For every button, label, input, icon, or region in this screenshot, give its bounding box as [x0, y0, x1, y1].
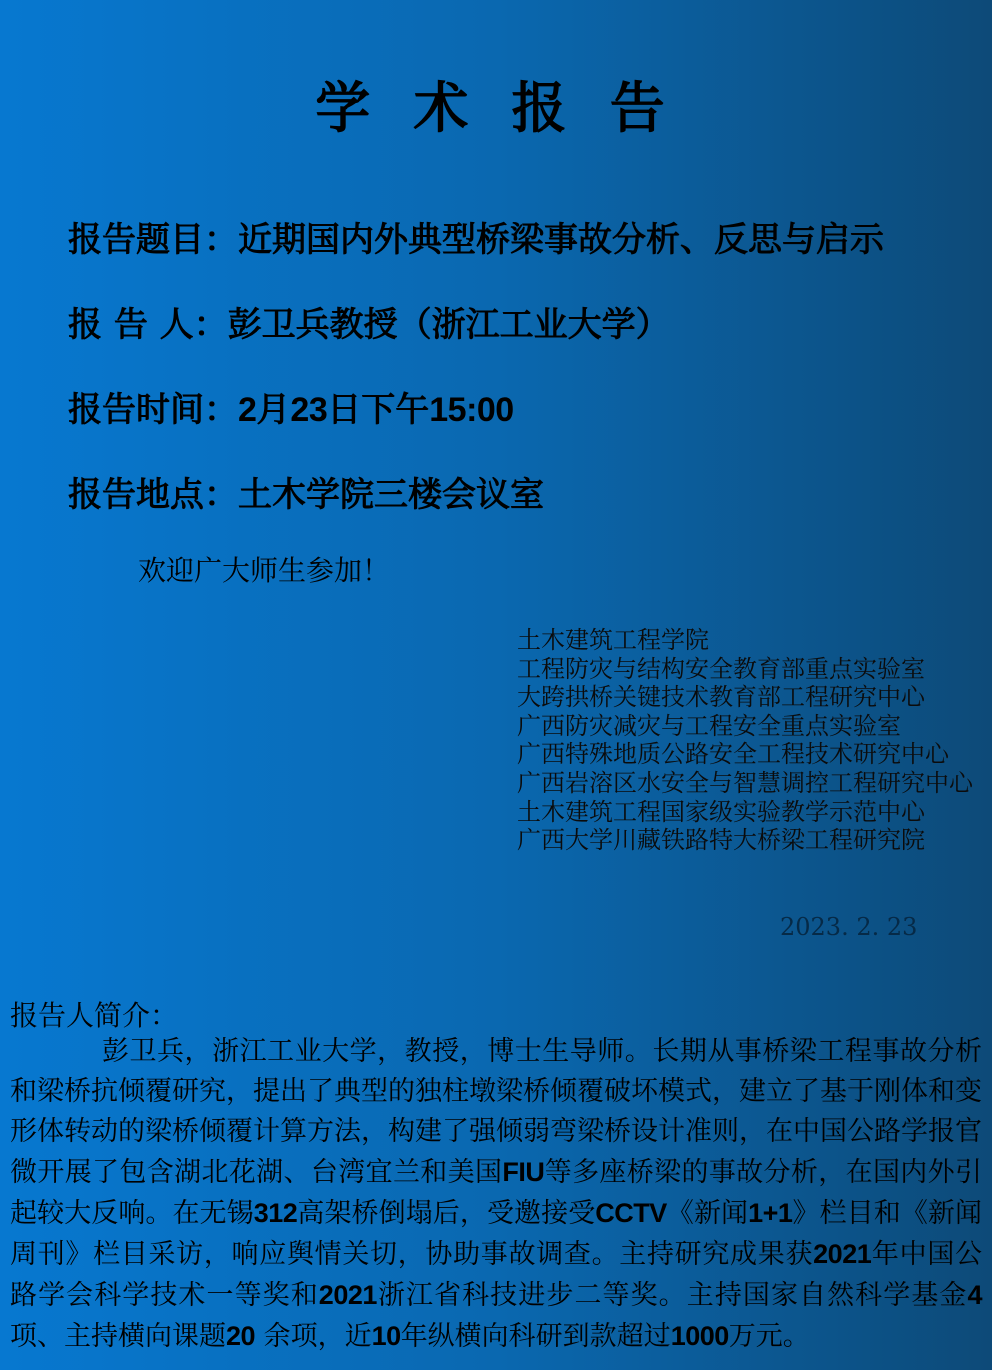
organizer-item: 广西岩溶区水安全与智慧调控工程研究中心	[517, 768, 973, 797]
organizer-item: 广西特殊地质公路安全工程技术研究中心	[517, 740, 949, 769]
welcome-message: 欢迎广大师生参加！	[138, 554, 391, 587]
lecture-topic-label: 报告题目：	[68, 220, 238, 260]
lecture-speaker-value: 彭卫兵教授（浙江工业大学）	[227, 305, 670, 345]
organizer-item: 广西大学川藏铁路特大桥梁工程研究院	[517, 826, 925, 855]
organizer-item: 工程防灾与结构安全教育部重点实验室	[517, 654, 925, 683]
lecture-speaker-label: 报 告 人：	[68, 305, 228, 345]
lecture-time-label: 报告时间：	[68, 390, 238, 430]
organizer-item: 大跨拱桥关键技术教育部工程研究中心	[517, 683, 925, 712]
speaker-bio-text: 彭卫兵，浙江工业大学，教授，博士生导师。长期从事桥梁工程事故分析和梁桥抗倾覆研究，提出了典型的独柱墩梁桥倾覆破坏模式，建立了基于刚体和变形体转动的梁桥倾覆计算方法，构建了强倾弱弯梁桥设计准则，在中国公路学报官微开展了包含湖北花湖、台湾宜兰和美国FIU等多座桥梁的事故分析，在国内外引起较大反响。在无锡312高架桥倒塌后，受邀接受CCTV《新闻1+1》栏目和《新闻周刊》栏目采访，响应舆情关切，协助事故调查。主持研究成果获2021年中国公路学会科学技术一等奖和2021浙江省科技进步二等奖。主持国家自然科学基金4项、主持横向课题20 余项，近10年纵横向科研到款超过1000万元。	[10, 1036, 983, 1352]
lecture-info-block	[68, 218, 968, 558]
lecture-topic-value: 近期国内外典型桥梁事故分析、反思与启示	[238, 220, 884, 260]
page-title: 学 术 报 告	[315, 75, 677, 140]
organizer-item: 广西防灾减灾与工程安全重点实验室	[517, 711, 901, 740]
lecture-speaker-line	[68, 303, 968, 388]
organizer-item: 土木建筑工程国家级实验教学示范中心	[517, 797, 925, 826]
organizer-item: 土木建筑工程学院	[517, 626, 709, 654]
lecture-time-line	[68, 388, 968, 473]
lecture-topic-line	[68, 218, 968, 303]
organizer-list	[517, 626, 987, 855]
lecture-time-value: 2月23日下午15:00	[238, 390, 514, 430]
lecture-venue-label: 报告地点：	[68, 475, 238, 515]
lecture-venue-line	[68, 473, 968, 558]
lecture-venue-value: 土木学院三楼会议室	[238, 475, 544, 515]
speaker-bio-heading: 报告人简介：	[10, 999, 179, 1032]
announcement-date: 2023. 2. 23	[780, 913, 918, 941]
